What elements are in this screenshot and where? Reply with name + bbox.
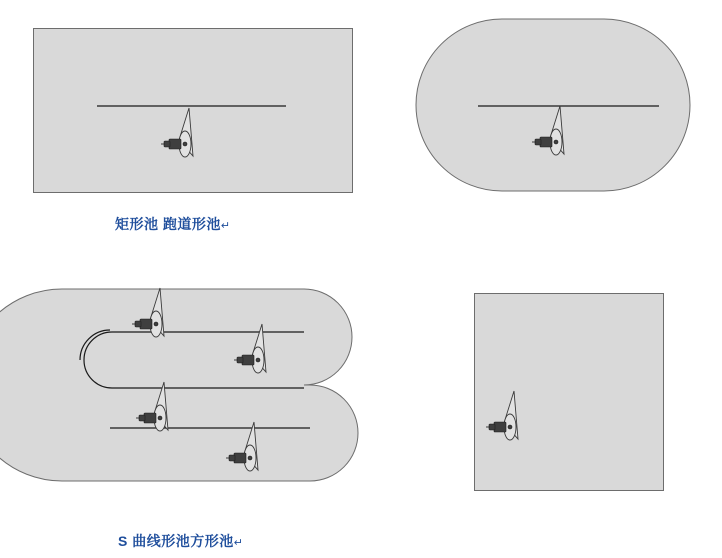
- caption-row-1-text: 矩形池 跑道形池: [115, 216, 221, 232]
- pilcrow-mark: ↵: [220, 220, 231, 232]
- square-pond: [474, 293, 664, 491]
- caption-row-2: [118, 531, 243, 551]
- pilcrow-mark: ↵: [233, 537, 244, 549]
- pond-outline: [0, 289, 358, 481]
- caption-row-1: [115, 214, 231, 234]
- s-curve-pond: [14, 288, 364, 488]
- pond-outline: [34, 29, 353, 193]
- pond-outline: [475, 294, 664, 491]
- rectangular-pond: [33, 28, 353, 193]
- raceway-pond: [414, 18, 692, 193]
- caption-row-2-text: S 曲线形池方形池: [118, 533, 234, 549]
- pond-outline: [416, 19, 690, 191]
